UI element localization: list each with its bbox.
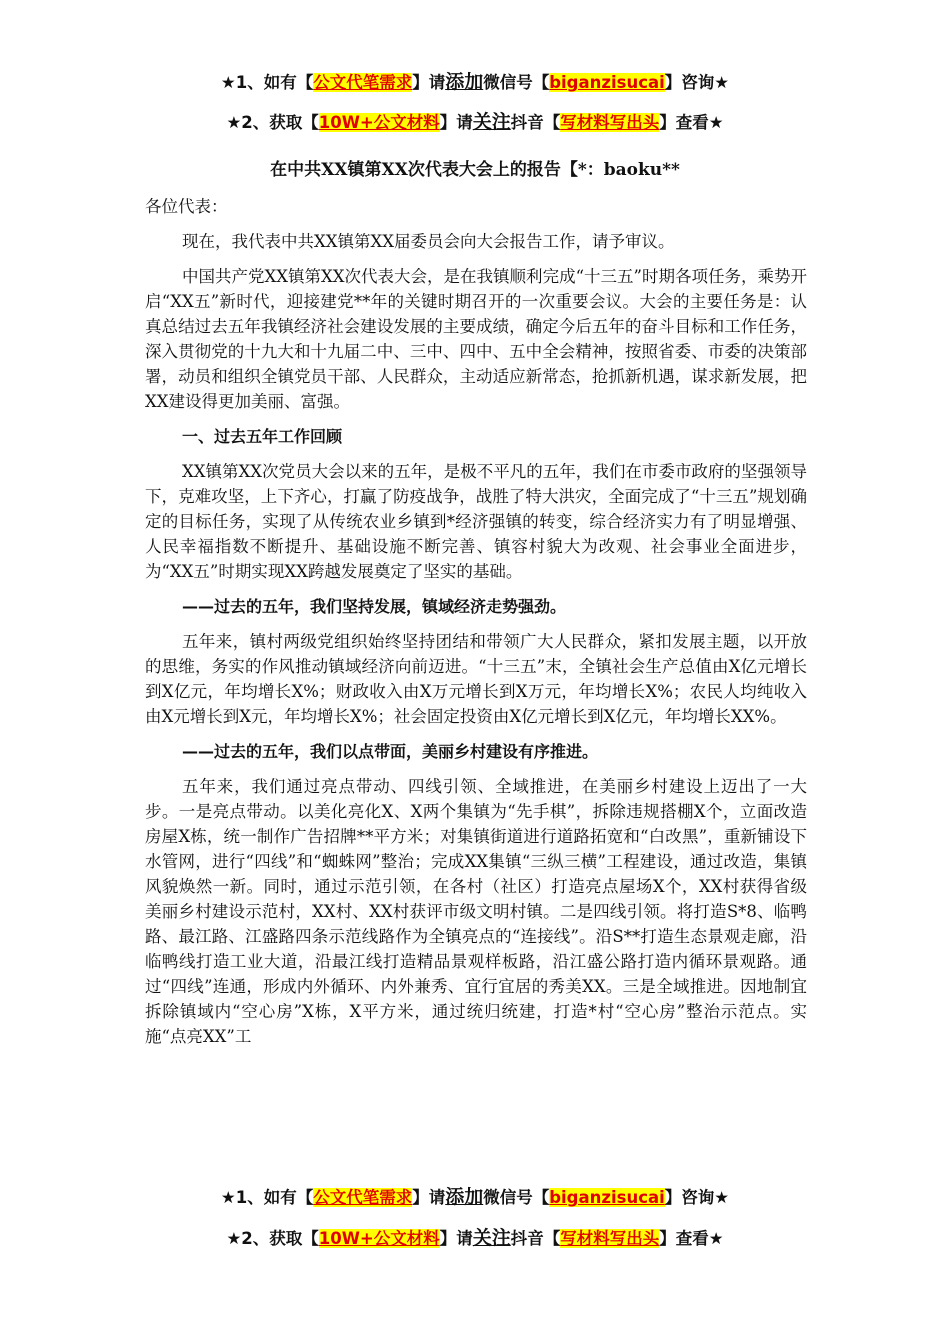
top-banner-line-1: ★1、如有【公文代笔需求】请添加微信号【biganzisucai】咨询★ [220, 71, 730, 93]
top-banner-line-2: ★2、获取【10W+公文材料】请关注抖音【写材料写出头】查看★ [226, 111, 724, 133]
bottom-banner-line-2: ★2、获取【10W+公文材料】请关注抖音【写材料写出头】查看★ [226, 1227, 724, 1249]
paragraph-congress: 中国共产党XX镇第XX次代表大会，是在我镇顺利完成“十三五”时期各项任务，乘势开启“XX五”新时代，迎接建党**年的关键时期召开的一次重要会议。大会的主要任务是：认真总结过去五年我镇经济社会建设发展的主要成绩，确定今后五年的奋斗目标和工作任务，深入贯彻党的十九大和十九届二中、三中、四中、五中全会精神，按照省委、市委的决策部署，动员和组织全镇党员干部、人民群众，主动适应新常态，抢抓新机遇，谋求新发展，把XX建设得更加美丽、富强。 [145, 267, 807, 411]
highlight-writing-service: 公文代笔需求 [313, 1188, 413, 1207]
highlight-wechat-id: biganzisucai [549, 73, 665, 92]
highlight-materials: 10W+公文材料 [318, 113, 440, 132]
document-body [145, 194, 807, 1059]
subheading-rural-construction: ——过去的五年，我们以点带面，美丽乡村建设有序推进。 [182, 742, 599, 761]
document-title: 在中共XX镇第XX次代表大会上的报告【*：baoku** [270, 160, 680, 180]
paragraph-review: XX镇第XX次党员大会以来的五年，是极不平凡的五年，我们在市委市政府的坚强领导下，克难攻坚，上下齐心，打赢了防疫战争，战胜了特大洪灾，全面完成了“十三五”规划确定的目标任务，实现了从传统农业乡镇到*经济强镇的转变，综合经济实力有了明显增强、人民幸福指数不断提升、基础设施不断完善、镇容村貌大为改观、社会事业全面进步，为“XX五”时期实现XX跨越发展奠定了坚实的基础。 [145, 462, 807, 581]
paragraph-intro: 现在，我代表中共XX镇第XX届委员会向大会报告工作，请予审议。 [182, 232, 675, 251]
subheading-economy: ——过去的五年，我们坚持发展，镇域经济走势强劲。 [182, 597, 567, 616]
highlight-douyin-account: 写材料写出头 [560, 1229, 660, 1248]
paragraph-economy: 五年来，镇村两级党组织始终坚持团结和带领广大人民群众，紧扣发展主题，以开放的思维，务实的作风推动镇域经济向前迈进。“十三五”末，全镇社会生产总值由X亿元增长到X亿元，年均增长X%；财政收入由X万元增长到X万元，年均增长X%；农民人均纯收入由X元增长到X元，年均增长X%；社会固定投资由X亿元增长到X亿元，年均增长XX%。 [145, 632, 807, 726]
highlight-wechat-id: biganzisucai [549, 1188, 665, 1207]
highlight-douyin-account: 写材料写出头 [560, 113, 660, 132]
highlight-writing-service: 公文代笔需求 [313, 73, 413, 92]
section-heading-review: 一、过去五年工作回顾 [182, 427, 343, 446]
highlight-materials: 10W+公文材料 [318, 1229, 440, 1248]
salutation: 各位代表： [145, 197, 228, 216]
paragraph-rural-construction: 五年来，我们通过亮点带动、四线引领、全域推进，在美丽乡村建设上迈出了一大步。一是亮点带动。以美化亮化X、X两个集镇为“先手棋”，拆除违规搭棚X个，立面改造房屋X栋，统一制作广告招牌**平方米；对集镇街道进行道路拓宽和“白改黑”，重新铺设下水管网，进行“四线”和“蜘蛛网”整治；完成XX集镇“三纵三横”工程建设，通过改造，集镇风貌焕然一新。同时，通过示范引领，在各村（社区）打造亮点屋场X个，XX村获得省级美丽乡村建设示范村，XX村、XX村获评市级文明村镇。二是四线引领。将打造S*8、临鸭路、最江路、江盛路四条示范线路作为全镇亮点的“连接线”。沿S**打造生态景观走廊，沿临鸭线打造工业大道，沿最江线打造精品景观样板路，沿江盛公路打造内循环景观路。通过“四线”连通，形成内外循环、内外兼秀、宜行宜居的秀美XX。三是全域推进。因地制宜拆除镇域内“空心房”X栋，X平方米，通过统归统建，打造*村“空心房”整治示范点。实施“点亮XX”工 [145, 777, 807, 1046]
bottom-banner-line-1: ★1、如有【公文代笔需求】请添加微信号【biganzisucai】咨询★ [220, 1186, 730, 1208]
